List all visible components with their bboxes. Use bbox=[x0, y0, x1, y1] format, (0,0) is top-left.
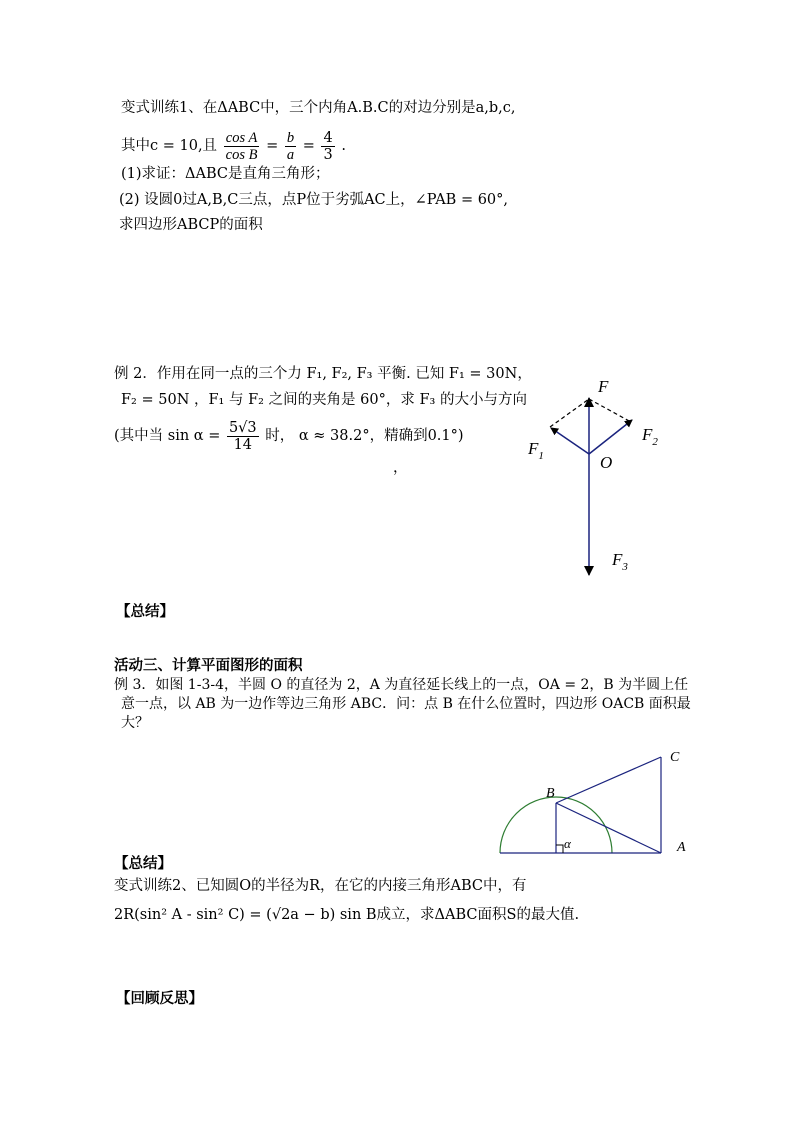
variant1-line2-end: . bbox=[341, 138, 346, 154]
equals-sign: = bbox=[266, 138, 279, 154]
fraction-ba bbox=[285, 130, 296, 163]
force-f1-arrow bbox=[551, 428, 589, 454]
example2-line3 bbox=[114, 414, 464, 458]
variant2-line1: 变式训练2、已知圆O的半径为R，在它的内接三角形ABC中，有 bbox=[114, 878, 527, 894]
fraction-cos-denominator: cos B bbox=[225, 146, 258, 163]
variant1-line2 bbox=[121, 124, 346, 168]
variant1-line1: 变式训练1、在ΔABC中，三个内角A.B.C的对边分别是a,b,c, bbox=[121, 100, 516, 116]
summary-heading: 【总结】 bbox=[116, 604, 174, 620]
fraction-cos bbox=[224, 130, 260, 163]
summary-heading: 【总结】 bbox=[114, 856, 172, 872]
label-f1: $F_1$ bbox=[528, 439, 544, 462]
example2-line2: F₂ = 50N ，F₁ 与 F₂ 之间的夹角是 60°，求 F₃ 的大小与方向 bbox=[121, 392, 527, 408]
semicircle-diagram bbox=[495, 745, 705, 860]
fraction-sin-alpha-denominator: 14 bbox=[233, 436, 253, 453]
example2-line3-suffix: 时， α ≈ 38.2°，精确到0.1°) bbox=[265, 428, 464, 444]
variant1-line2-prefix: 其中c = 10,且 bbox=[121, 138, 218, 154]
label-b: B bbox=[546, 786, 555, 801]
right-angle-mark bbox=[556, 845, 563, 853]
label-a: A bbox=[677, 840, 686, 855]
example2-line3-prefix: (其中当 sin α = bbox=[114, 428, 221, 444]
fraction-ba-numerator: b bbox=[286, 129, 295, 146]
activity3-heading: 活动三、计算平面图形的面积 bbox=[114, 658, 303, 674]
activity3-line2: 意一点，以 AB 为一边作等边三角形 ABC．问：点 B 在什么位置时，四边形 OACB 面积最 bbox=[121, 696, 691, 712]
fraction-cos-numerator: cos A bbox=[224, 130, 260, 147]
activity3-line1: 例 3．如图 1-3-4，半圆 O 的直径为 2，A 为直径延长线上的一点，OA = 2，B 为半圆上任 bbox=[114, 677, 689, 693]
label-f2: $F_2$ bbox=[642, 425, 658, 448]
equals-sign: = bbox=[302, 138, 315, 154]
label-alpha: α bbox=[564, 836, 571, 851]
fraction-ba-denominator: a bbox=[286, 146, 295, 163]
variant1-line4: (2) 设圆0过A,B,C三点，点P位于劣弧AC上，∠PAB = 60°, bbox=[119, 192, 509, 208]
stray-comma: ， bbox=[393, 460, 408, 476]
label-c: C bbox=[670, 750, 680, 765]
label-f: F bbox=[598, 377, 609, 396]
review-heading: 【回顾反思】 bbox=[116, 991, 203, 1007]
dashed-edge-left bbox=[550, 399, 589, 427]
segment-bc bbox=[556, 757, 661, 803]
fraction-sin-alpha-numerator: 5√3 bbox=[228, 419, 257, 436]
dashed-edge-right bbox=[589, 399, 631, 422]
variant1-line3: (1)求证：ΔABC是直角三角形； bbox=[121, 166, 330, 182]
example2-line1: 例 2．作用在同一点的三个力 F₁, F₂, F₃ 平衡. 已知 F₁ = 30N， bbox=[114, 366, 532, 382]
variant1-line5: 求四边形ABCP的面积 bbox=[119, 217, 263, 233]
fraction-sin-alpha bbox=[227, 420, 259, 453]
variant2-line2: 2R(sin² A - sin² C) = (√2a − b) sin B成立，求ΔABC面积S的最大值. bbox=[114, 907, 580, 923]
force-f2-arrow bbox=[589, 420, 632, 454]
force-diagram bbox=[520, 370, 680, 585]
label-f3: $F_3$ bbox=[612, 550, 628, 573]
fraction-43-denominator: 3 bbox=[323, 146, 333, 163]
fraction-43 bbox=[321, 130, 334, 163]
segment-ba bbox=[556, 803, 661, 853]
label-o: O bbox=[600, 453, 613, 472]
activity3-line3: 大？ bbox=[121, 715, 149, 731]
fraction-43-numerator: 4 bbox=[323, 129, 333, 146]
